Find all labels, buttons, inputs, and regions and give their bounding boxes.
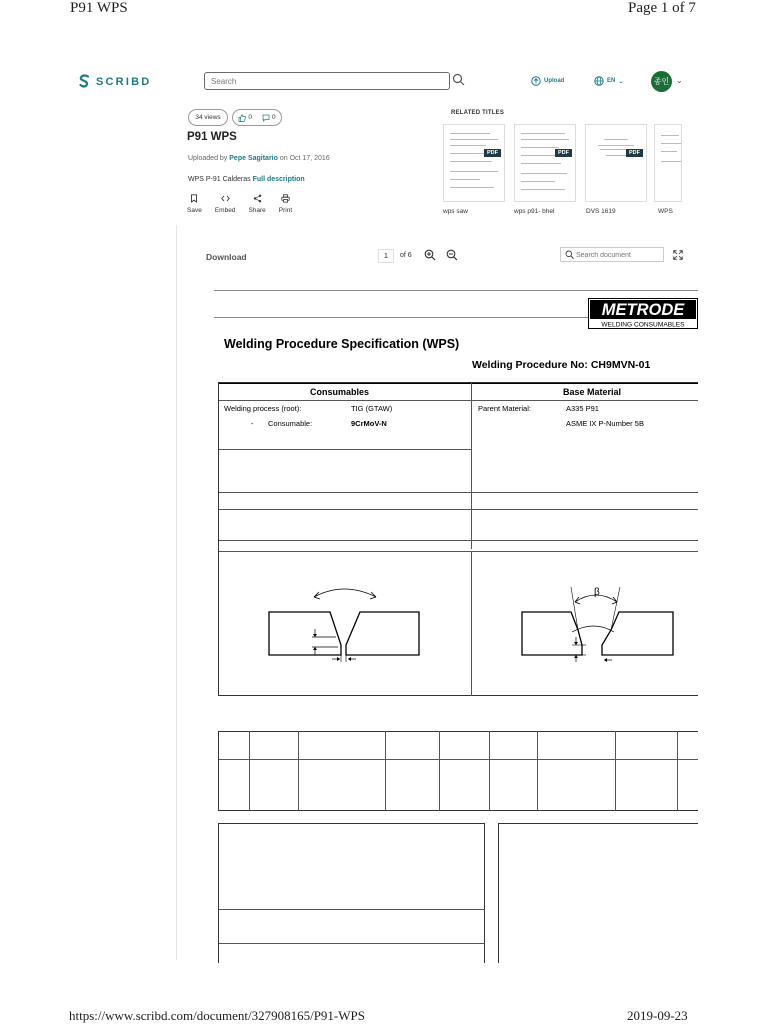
printer-icon (281, 194, 290, 203)
search-input[interactable] (204, 72, 450, 90)
table-top-rule (219, 383, 698, 384)
related-thumbnail[interactable] (654, 124, 682, 202)
zoom-out-icon[interactable] (446, 249, 458, 261)
scribd-logo-text: SCRIBD (96, 75, 152, 88)
table-header-rule (219, 400, 698, 401)
grid-column-line (298, 731, 299, 811)
views-badge: 34 views (188, 109, 228, 126)
save-label: Save (187, 207, 202, 214)
language-label: EN (607, 78, 616, 84)
zoom-in-icon[interactable] (424, 249, 436, 261)
process-label: Welding process (root): (224, 404, 302, 413)
page-number-input[interactable]: 1 (378, 249, 394, 263)
lower-right-box (498, 823, 698, 963)
uploaded-date: on Oct 17, 2016 (279, 155, 330, 162)
beta-angle-label: β (594, 587, 600, 598)
grid-column-line (677, 731, 678, 811)
description-text: WPS P-91 Calderas (188, 176, 251, 183)
procedure-number: Welding Procedure No: CH9MVN-01 (472, 359, 651, 371)
related-titles-heading: RELATED TITLES (451, 110, 505, 116)
pdf-badge: PDF (555, 149, 572, 157)
thumbs-up-icon[interactable] (238, 114, 246, 122)
scribd-logo-icon (78, 74, 91, 89)
process-value: TIG (GTAW) (351, 404, 393, 413)
print-url: https://www.scribd.com/document/327908165/P91-WPS (69, 1008, 365, 1023)
print-button[interactable] (279, 194, 292, 214)
single-v-joint-diagram (262, 585, 426, 667)
embed-button[interactable] (215, 194, 236, 214)
consumable-label: Consumable: (268, 419, 313, 428)
parent-material-value: A335 P91 (566, 404, 599, 413)
fullscreen-icon[interactable] (673, 250, 683, 260)
related-thumbnail[interactable] (443, 124, 505, 202)
print-page-number: Page 1 of 7 (628, 0, 696, 16)
uploaded-prefix: Uploaded by (188, 155, 228, 162)
viewer-left-border (176, 225, 177, 960)
page-header-rule (214, 317, 588, 318)
upload-label: Upload (544, 78, 565, 84)
upload-info (188, 155, 330, 162)
related-title-label[interactable]: wps saw (443, 208, 468, 215)
table-divider (471, 383, 472, 549)
parent-material-label: Parent Material: (478, 404, 531, 413)
compound-bevel-joint-diagram (516, 582, 680, 668)
box-rule (219, 909, 485, 910)
table-rule (219, 551, 698, 552)
code-icon (221, 194, 230, 203)
pdf-badge: PDF (484, 149, 501, 157)
uploader-link[interactable]: Pepe Sagitario (229, 155, 278, 162)
grid-column-line (439, 731, 440, 811)
table-rule (219, 540, 698, 541)
related-thumbnail[interactable] (585, 124, 647, 202)
search-icon (565, 250, 574, 259)
like-count: 0 (248, 114, 252, 121)
embed-label: Embed (214, 207, 236, 214)
wps-title: Welding Procedure Specification (WPS) (224, 337, 460, 351)
avatar[interactable]: 종인 (651, 71, 672, 92)
related-title-label[interactable]: DVS 1619 (586, 208, 616, 215)
comment-count: 0 (272, 114, 276, 121)
share-button[interactable] (248, 194, 265, 214)
base-material-header: Base Material (563, 387, 622, 397)
table-rule (219, 492, 698, 493)
description (188, 176, 305, 183)
metrode-logo-subtitle: WELDING CONSUMABLES (601, 321, 685, 329)
print-title: P91 WPS (70, 0, 128, 16)
lower-left-box (218, 823, 485, 963)
bookmark-icon (190, 194, 198, 203)
upload-button[interactable] (531, 76, 564, 86)
box-rule (219, 943, 485, 944)
print-label: Print (278, 207, 293, 214)
metrode-logo (588, 298, 698, 329)
asme-p-number: ASME IX P-Number 5B (566, 419, 644, 428)
share-label: Share (248, 207, 266, 214)
document-title: P91 WPS (187, 131, 237, 143)
download-button[interactable]: Download (206, 252, 247, 262)
table-rule (219, 509, 698, 510)
rating-pill[interactable] (232, 109, 282, 126)
parameters-grid (218, 731, 698, 811)
grid-column-line (489, 731, 490, 811)
consumables-header: Consumables (310, 387, 370, 397)
consumable-dash: - (251, 419, 254, 428)
grid-column-line (385, 731, 386, 811)
related-title-label[interactable]: WPS (658, 208, 673, 215)
metrode-logo-text: METRODE (601, 301, 685, 319)
chevron-down-icon[interactable]: ⌄ (676, 76, 683, 85)
language-selector[interactable] (594, 76, 623, 86)
full-description-link[interactable]: Full description (252, 176, 305, 183)
related-title-label[interactable]: wps p91- bhel (514, 208, 555, 215)
consumable-value: 9CrMoV-N (351, 419, 387, 428)
table-divider (471, 551, 472, 696)
scribd-logo[interactable] (78, 74, 151, 89)
search-icon[interactable] (452, 73, 465, 86)
page-count: of 6 (400, 252, 412, 259)
grid-column-line (537, 731, 538, 811)
grid-column-line (249, 731, 250, 811)
document-search-input[interactable] (560, 247, 664, 262)
table-rule (219, 449, 471, 450)
document-actions (187, 194, 292, 214)
print-date: 2019-09-23 (627, 1008, 688, 1023)
page-top-rule (214, 290, 698, 291)
grid-rule (219, 759, 698, 760)
comment-icon[interactable] (262, 114, 270, 122)
share-icon (253, 194, 262, 203)
chevron-down-icon: ⌄ (618, 78, 624, 85)
pdf-badge: PDF (626, 149, 643, 157)
globe-icon (594, 76, 604, 86)
related-thumbnail[interactable] (514, 124, 576, 202)
save-button[interactable] (187, 194, 202, 214)
grid-column-line (615, 731, 616, 811)
upload-icon (531, 76, 541, 86)
